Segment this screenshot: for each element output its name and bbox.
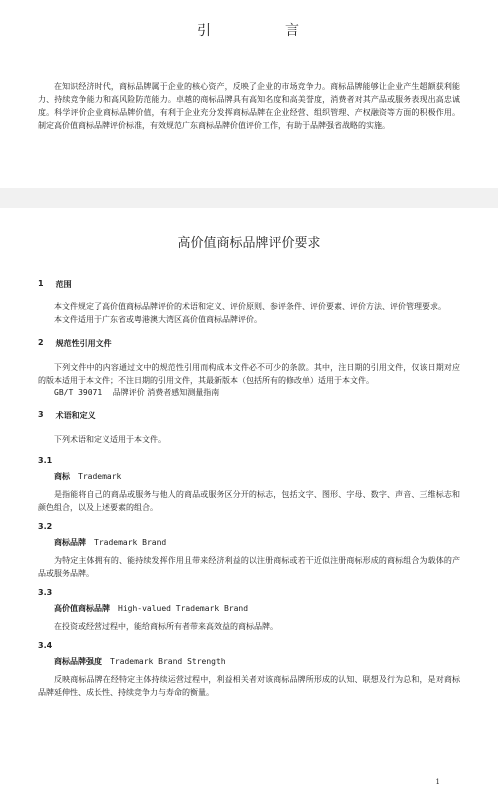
reference-item	[38, 387, 460, 398]
term-name	[38, 603, 460, 614]
references-paragraph: 下列文件中的内容通过文中的规范性引用而构成本文件必不可少的条款。其中，注日期的引用文件，仅该日期对应的版本适用于本文件；不注日期的引用文件，其最新版本（包括所有的修改单）适用于本文件。	[38, 363, 460, 385]
term-en: Trademark Brand	[94, 538, 167, 547]
section-2-heading	[38, 338, 460, 349]
section-number: 3	[38, 410, 44, 419]
term-zh: 商标品牌	[54, 538, 86, 547]
term-zh: 高价值商标品牌	[54, 604, 110, 613]
section-number: 1	[38, 279, 44, 288]
term-name	[38, 537, 460, 548]
intro-page	[0, 0, 498, 188]
term-number: 3.1	[38, 456, 53, 465]
section-title: 规范性引用文件	[55, 339, 112, 348]
term-number: 3.2	[38, 522, 53, 531]
term-3-2	[38, 522, 460, 580]
term-definition: 是指能将自己的商品或服务与他人的商品或服务区分开的标志，包括文字、图形、字母、数字、声音、三维标志和颜色组合，以及上述要素的组合。	[38, 490, 460, 512]
term-en: Trademark Brand Strength	[110, 657, 226, 666]
standard-page	[0, 208, 498, 794]
term-en: High-valued Trademark Brand	[118, 604, 249, 613]
scope-paragraph-2: 本文件适用于广东省或粤港澳大湾区高价值商标品牌评价。	[54, 315, 262, 324]
term-zh: 商标	[54, 472, 70, 481]
term-definition: 在投资或经营过程中，能给商标所有者带来高效益的商标品牌。	[54, 622, 278, 631]
reference-title: 品牌评价 消费者感知测量指南	[112, 388, 220, 397]
term-en: Trademark	[78, 472, 122, 481]
section-number: 2	[38, 338, 44, 347]
term-zh: 商标品牌强度	[54, 657, 102, 666]
term-number: 3.3	[38, 588, 53, 597]
section-title: 范围	[55, 280, 72, 289]
term-definition: 反映商标品牌在经特定主体持续运营过程中，利益相关者对该商标品牌所形成的认知、联想及行为总和，是对商标品牌延伸性、成长性、持续竞争力与寿命的衡量。	[38, 675, 460, 697]
term-3-1	[38, 456, 460, 514]
intro-title: 引 言	[197, 23, 329, 39]
intro-paragraph: 在知识经济时代，商标品牌属于企业的核心资产，反映了企业的市场竞争力。商标品牌能够让企业产生超额获利能力、持续竞争能力和高风险防范能力。卓越的商标品牌具有高知名度和高美誉度，消费者对其产品或服务表现出高忠诚度。科学评价企业商标品牌价值，有利于企业充分发挥商标品牌在企业经营、组织管理、产权融资等方面的积极作用。制定高价值商标品牌评价标准，有效规范广东商标品牌价值评价工作，有助于品牌强省战略的实施。	[38, 82, 460, 130]
term-3-4	[38, 641, 460, 699]
page-number: 1	[435, 778, 440, 786]
term-number: 3.4	[38, 641, 53, 650]
term-name	[38, 471, 460, 482]
reference-code: GB/T 39071	[54, 388, 103, 397]
term-3-3	[38, 588, 460, 633]
section-1-heading	[38, 279, 460, 290]
document-title: 高价值商标品牌评价要求	[177, 236, 321, 251]
terms-intro: 下列术语和定义适用于本文件。	[54, 435, 166, 444]
term-name	[38, 656, 460, 667]
section-3-heading	[38, 410, 460, 421]
term-definition: 为特定主体拥有的、能持续发挥作用且带来经济利益的以注册商标或若干近似注册商标形成的商标组合为载体的产品或服务品牌。	[38, 556, 460, 578]
scope-paragraph-1: 本文件规定了高价值商标品牌评价的术语和定义、评价原则、参评条件、评价要素、评价方法、评价管理要求。	[54, 302, 446, 311]
section-title: 术语和定义	[55, 411, 96, 420]
